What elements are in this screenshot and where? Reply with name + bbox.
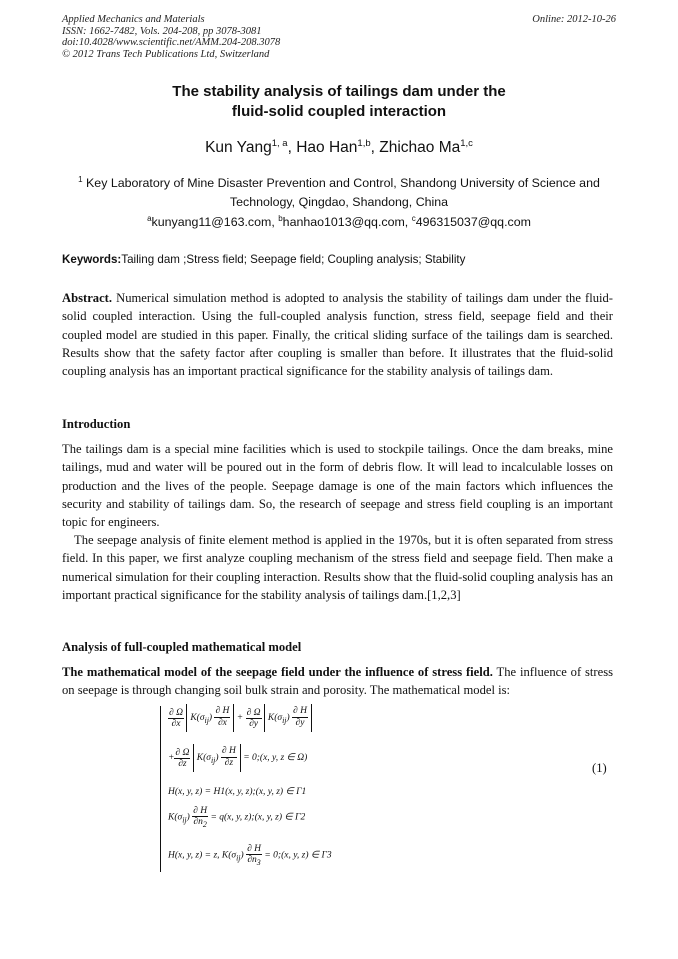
equation-1: [160, 704, 400, 874]
equation-row-2: + $\frac{\partial \Omega}{\partial z}$ $K(\sigma_{ij})$ $\frac{\partial H}{\partial z}$ = 0;(x, y, z ∈ Ω): [168, 744, 307, 772]
affiliation-sup: 1: [78, 175, 83, 184]
affiliation-line-2: Technology, Qingdao, Shandong, China: [229, 195, 449, 210]
email-sup: c: [411, 214, 416, 223]
online-date: Online: 2012-10-26: [532, 14, 616, 25]
author-sup: 1,b: [357, 138, 371, 149]
title-line-2: fluid-solid coupled interaction: [231, 103, 447, 120]
journal-header: [62, 14, 622, 60]
equation-brace: [160, 706, 167, 872]
email-address: 496315037@qq.com: [415, 215, 531, 230]
author-sup: 1,c: [460, 138, 473, 149]
keywords-label: Keywords:: [62, 253, 122, 266]
abstract-text: Numerical simulation method is adopted to analysis the stability of tailings dam under the fluid-solid coupled interaction. Using the full-coupled analysis function, stress field, seepage field and their coupled model are studied in this paper. Finally, the critical sliding surface of the tailings dam is searched. Results show that the safety factor after coupling is smaller than before. It illustrates that the fluid-solid coupling analysis has an important practical significance for the stability analysis of tailings dam.: [62, 291, 613, 379]
email-sup: a: [147, 214, 152, 223]
equation-number: (1): [592, 761, 607, 775]
model-paragraph: [62, 663, 613, 700]
email-address: kunyang11@163.com: [151, 215, 272, 230]
keywords-text: Tailing dam ;Stress field; Seepage field; Coupling analysis; Stability: [121, 253, 466, 266]
abstract: [62, 289, 613, 380]
author-name: Zhichao Ma: [379, 139, 461, 157]
title-line-1: The stability analysis of tailings dam under the: [172, 83, 506, 100]
model-subheading: The mathematical model of the seepage field under the influence of stress field.: [62, 665, 493, 679]
equation-row-2-tail: = 0;(x, y, z ∈ Ω): [243, 753, 308, 764]
abstract-label: Abstract.: [62, 291, 113, 305]
keywords: [62, 252, 616, 268]
paper-title: [62, 82, 616, 122]
author-name: Hao Han: [296, 139, 358, 157]
equation-row-4: $K(\sigma_{ij})$ $\frac{\partial H}{\partial n_2}$ = q(x, y, z);(x, y, z) ∈ Γ2: [168, 806, 306, 829]
equation-row-4-tail: = q(x, y, z);(x, y, z) ∈ Γ2: [210, 812, 306, 823]
equation-row-3: H(x, y, z) = H1(x, y, z);(x, y, z) ∈ Γ1: [168, 787, 307, 797]
analysis-heading: Analysis of full-coupled mathematical model: [62, 640, 302, 654]
equation-row-5: H(x, y, z) = z, $K(\sigma_{ij})$ $\frac{\partial H}{\partial n_3}$ = 0;(x, y, z) ∈ Γ3: [168, 844, 332, 867]
introduction-paragraph-2: The seepage analysis of finite element method is applied in the 1970s, but it is often separated from stress field. In this paper, we first analyze coupling mechanism of the stress field and seepage field. Then make a numerical simulation for their coupling interaction. Results show that the fluid-solid coupling analysis has an important practical significance for the stability analysis of tailings dam.[1,2,3]: [62, 533, 613, 602]
email-address: hanhao1013@qq.com: [282, 215, 405, 230]
doi-line: doi:10.4028/www.scientific.net/AMM.204-208.3078: [62, 37, 281, 48]
introduction-paragraph-1: The tailings dam is a special mine facilities which is used to stockpile tailings. Once the dam breaks, mine tailings, mud and water will be poured out in the form of debris flow. It will lead to incalculable losses on production and the lives of the people. Seepage damage is one of the main factors which influences the security and stability of tailings dam. So, the research of seepage and stress field coupling is an important topic for engineers.: [62, 442, 613, 530]
author-sup: 1, a: [271, 138, 288, 149]
affiliation-line-1: Key Laboratory of Mine Disaster Prevention and Control, Shandong University of Science and: [86, 176, 600, 191]
equation-row-1: $\frac{\partial \Omega}{\partial x}$ $K(\sigma_{ij})$ $\frac{\partial H}{\partial x}$ + $\frac{\partial \Omega}{\partial y}$ $K(\sigma_{ij})$ $\frac{\partial H}{\partial y}$: [168, 704, 312, 732]
affiliation: [62, 170, 616, 212]
journal-name: Applied Mechanics and Materials: [62, 14, 205, 25]
email-list: $^a$kunyang11@163.com, $^b$hanhao1013@qq.com, $^c$496315037@qq.com: [147, 214, 531, 230]
equation-row-5-tail: = 0;(x, y, z) ∈ Γ3: [264, 850, 332, 861]
equation-row-5-head: H(x, y, z) = z, K: [168, 850, 229, 861]
author-list: Kun Yang$^{1, a}$, Hao Han$^{1,b}$, Zhichao Ma$^{1,c}$: [205, 138, 473, 157]
copyright-line: © 2012 Trans Tech Publications Ltd, Switzerland: [62, 48, 270, 60]
introduction-heading: Introduction: [62, 417, 131, 431]
issn-line: ISSN: 1662-7482, Vols. 204-208, pp 3078-3081: [62, 25, 262, 37]
email-sup: b: [278, 214, 283, 223]
model-text: The influence of stress on seepage is through changing soil bulk strain and porosity. The mathematical model is:: [62, 665, 613, 698]
author-name: Kun Yang: [205, 139, 272, 157]
